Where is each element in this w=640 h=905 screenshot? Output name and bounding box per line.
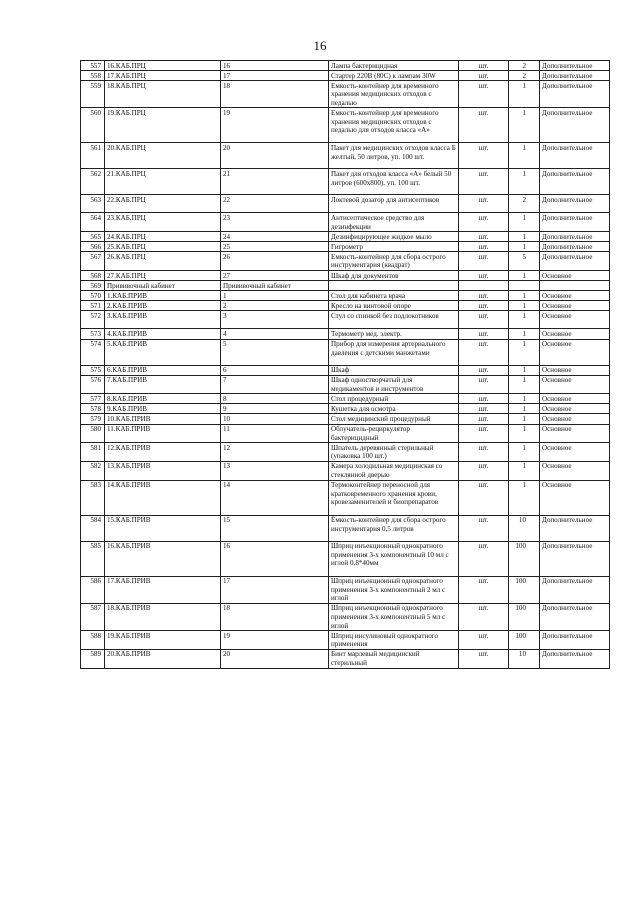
page-number: 16 [313, 38, 327, 53]
quantity-cell: 1 [509, 461, 540, 480]
row-number-cell: 584 [81, 515, 105, 541]
row-number-cell: 574 [81, 339, 105, 365]
unit-cell: шт. [459, 603, 509, 630]
row-number-cell: 583 [81, 480, 105, 515]
index-cell: 20 [221, 143, 329, 169]
type-cell: Основное [540, 311, 610, 329]
quantity-cell: 1 [509, 311, 540, 329]
type-cell: Основное [540, 271, 610, 281]
type-cell: Основное [540, 301, 610, 311]
table-row [81, 424, 610, 443]
quantity-cell: 10 [509, 515, 540, 541]
name-cell: Стол процедурный [329, 394, 459, 404]
index-cell: 2 [221, 301, 329, 311]
row-number-cell: 588 [81, 631, 105, 650]
unit-cell: шт. [459, 242, 509, 252]
name-cell: Шпатель деревянный стерильный (упаковка 100 шт.) [329, 443, 459, 462]
index-cell: 9 [221, 404, 329, 414]
name-cell [329, 281, 459, 291]
code-cell: 16.КАБ.ПРИВ [105, 541, 221, 576]
table-row [81, 252, 610, 271]
type-cell: Дополнительное [540, 213, 610, 232]
type-cell: Основное [540, 414, 610, 424]
index-cell: 23 [221, 213, 329, 232]
name-cell: Емкость-контейнер для временного хранения медицинских отходов с педалью для отходов класса «А» [329, 108, 459, 143]
unit-cell: шт. [459, 461, 509, 480]
unit-cell: шт. [459, 443, 509, 462]
unit-cell: шт. [459, 311, 509, 329]
type-cell: Дополнительное [540, 576, 610, 603]
table-row [81, 649, 610, 668]
type-cell: Дополнительное [540, 71, 610, 81]
code-cell: 17.КАБ.ПРЦ [105, 71, 221, 81]
type-cell: Основное [540, 339, 610, 365]
name-cell: Стул со спинкой без подлокотников [329, 311, 459, 329]
name-cell: Термометр мед. электр. [329, 329, 459, 339]
quantity-cell: 1 [509, 291, 540, 301]
table-row [81, 414, 610, 424]
type-cell: Дополнительное [540, 169, 610, 195]
index-cell: 26 [221, 252, 329, 271]
code-cell: 5.КАБ.ПРИВ [105, 339, 221, 365]
type-cell: Основное [540, 365, 610, 375]
name-cell: Шприц инъекционный однократного применения 3-х компонентный 5 мл с иглой [329, 603, 459, 630]
index-cell: 7 [221, 375, 329, 394]
code-cell: 8.КАБ.ПРИВ [105, 394, 221, 404]
unit-cell: шт. [459, 480, 509, 515]
quantity-cell: 1 [509, 242, 540, 252]
table-row [81, 443, 610, 462]
name-cell: Емкость-контейнер для временного хранения медицинских отходов с педалью [329, 81, 459, 108]
row-number-cell: 577 [81, 394, 105, 404]
table-row [81, 195, 610, 213]
unit-cell: шт. [459, 213, 509, 232]
code-cell: 3.КАБ.ПРИВ [105, 311, 221, 329]
quantity-cell: 1 [509, 81, 540, 108]
name-cell: Бинт марлевый медицинский стерильный [329, 649, 459, 668]
name-cell: Облучатель-рециркулятор бактерицидный [329, 424, 459, 443]
unit-cell: шт. [459, 232, 509, 242]
code-cell: 22.КАБ.ПРЦ [105, 195, 221, 213]
unit-cell: шт. [459, 169, 509, 195]
index-cell: 19 [221, 631, 329, 650]
code-cell: Прививочный кабинет [105, 281, 221, 291]
type-cell: Основное [540, 461, 610, 480]
type-cell: Дополнительное [540, 242, 610, 252]
row-number-cell: 587 [81, 603, 105, 630]
index-cell: 16 [221, 61, 329, 71]
row-number-cell: 575 [81, 365, 105, 375]
table-row [81, 375, 610, 394]
quantity-cell: 100 [509, 603, 540, 630]
type-cell: Дополнительное [540, 603, 610, 630]
index-cell: 4 [221, 329, 329, 339]
code-cell: 19.КАБ.ПРЦ [105, 108, 221, 143]
quantity-cell: 1 [509, 443, 540, 462]
table-row [81, 394, 610, 404]
unit-cell: шт. [459, 414, 509, 424]
table-row [81, 311, 610, 329]
row-number-cell: 580 [81, 424, 105, 443]
quantity-cell: 100 [509, 631, 540, 650]
name-cell: Шприц инъекционный однократного применения 3-х компонентный 10 мл с иглой 0,8*40мм [329, 541, 459, 576]
type-cell: Дополнительное [540, 252, 610, 271]
type-cell: Дополнительное [540, 541, 610, 576]
table-row [81, 61, 610, 71]
type-cell: Дополнительное [540, 143, 610, 169]
index-cell: 17 [221, 576, 329, 603]
unit-cell: шт. [459, 252, 509, 271]
quantity-cell: 2 [509, 61, 540, 71]
code-cell: 10.КАБ.ПРИВ [105, 414, 221, 424]
quantity-cell: 100 [509, 576, 540, 603]
type-cell: Основное [540, 291, 610, 301]
index-cell: 11 [221, 424, 329, 443]
name-cell: Кушетка для осмотра [329, 404, 459, 414]
type-cell: Основное [540, 480, 610, 515]
type-cell: Основное [540, 424, 610, 443]
name-cell: Стол для кабинета врача [329, 291, 459, 301]
index-cell: 10 [221, 414, 329, 424]
row-number-cell: 562 [81, 169, 105, 195]
table-row [81, 143, 610, 169]
index-cell: 21 [221, 169, 329, 195]
quantity-cell [509, 281, 540, 291]
row-number-cell: 579 [81, 414, 105, 424]
row-number-cell: 589 [81, 649, 105, 668]
type-cell: Дополнительное [540, 108, 610, 143]
table-row [81, 404, 610, 414]
row-number-cell: 572 [81, 311, 105, 329]
index-cell: 6 [221, 365, 329, 375]
code-cell: 27.КАБ.ПРЦ [105, 271, 221, 281]
code-cell: 19.КАБ.ПРИВ [105, 631, 221, 650]
table-row [81, 291, 610, 301]
code-cell: 21.КАБ.ПРЦ [105, 169, 221, 195]
unit-cell: шт. [459, 143, 509, 169]
code-cell: 6.КАБ.ПРИВ [105, 365, 221, 375]
table-row [81, 301, 610, 311]
row-number-cell: 560 [81, 108, 105, 143]
unit-cell: шт. [459, 329, 509, 339]
index-cell: 13 [221, 461, 329, 480]
index-cell: 25 [221, 242, 329, 252]
quantity-cell: 2 [509, 71, 540, 81]
row-number-cell: 569 [81, 281, 105, 291]
type-cell: Основное [540, 394, 610, 404]
type-cell: Дополнительное [540, 631, 610, 650]
name-cell: Прибор для измерения артериального давления с детскими манжетами [329, 339, 459, 365]
quantity-cell: 10 [509, 649, 540, 668]
type-cell: Дополнительное [540, 81, 610, 108]
name-cell: Шкаф [329, 365, 459, 375]
table-row [81, 365, 610, 375]
quantity-cell: 1 [509, 365, 540, 375]
index-cell: 16 [221, 541, 329, 576]
name-cell: Гигрометр [329, 242, 459, 252]
index-cell: 14 [221, 480, 329, 515]
name-cell: Стол медицинский процедурный [329, 414, 459, 424]
table-row [81, 169, 610, 195]
type-cell: Дополнительное [540, 232, 610, 242]
quantity-cell: 100 [509, 541, 540, 576]
unit-cell: шт. [459, 649, 509, 668]
type-cell: Дополнительное [540, 195, 610, 213]
table-row [81, 71, 610, 81]
quantity-cell: 1 [509, 404, 540, 414]
quantity-cell: 1 [509, 213, 540, 232]
name-cell: Локтевой дозатор для антисептиков [329, 195, 459, 213]
table-row [81, 631, 610, 650]
name-cell: Лампа бактерицидная [329, 61, 459, 71]
type-cell [540, 281, 610, 291]
code-cell: 15.КАБ.ПРИВ [105, 515, 221, 541]
row-number-cell: 564 [81, 213, 105, 232]
type-cell: Основное [540, 329, 610, 339]
quantity-cell: 1 [509, 480, 540, 515]
name-cell: Шкаф одностворчатый для медикаментов и инструментов [329, 375, 459, 394]
index-cell: 24 [221, 232, 329, 242]
unit-cell: шт. [459, 404, 509, 414]
row-number-cell: 563 [81, 195, 105, 213]
table-row [81, 271, 610, 281]
index-cell: 19 [221, 108, 329, 143]
table-body [81, 61, 610, 669]
code-cell: 11.КАБ.ПРИВ [105, 424, 221, 443]
index-cell: 17 [221, 71, 329, 81]
name-cell: Шприц инсулиновый однократного применения [329, 631, 459, 650]
unit-cell: шт. [459, 365, 509, 375]
unit-cell: шт. [459, 61, 509, 71]
index-cell: 5 [221, 339, 329, 365]
code-cell: 17.КАБ.ПРИВ [105, 576, 221, 603]
quantity-cell: 2 [509, 195, 540, 213]
table-row [81, 339, 610, 365]
table-row [81, 108, 610, 143]
table-row [81, 603, 610, 630]
unit-cell: шт. [459, 515, 509, 541]
row-number-cell: 557 [81, 61, 105, 71]
quantity-cell: 1 [509, 414, 540, 424]
name-cell: Термоконтейнер переносной для кратковременного хранения крови, кровезаменителей и биопрепаратов [329, 480, 459, 515]
index-cell: 12 [221, 443, 329, 462]
row-number-cell: 566 [81, 242, 105, 252]
code-cell: 23.КАБ.ПРЦ [105, 213, 221, 232]
code-cell: 26.КАБ.ПРЦ [105, 252, 221, 271]
index-cell: 1 [221, 291, 329, 301]
name-cell: Камера холодильная медицинская со стеклянной дверью [329, 461, 459, 480]
unit-cell: шт. [459, 541, 509, 576]
name-cell: Шприц инъекционный однократного применения 3-х компонентный 2 мл с иглой [329, 576, 459, 603]
name-cell: Антисептическое средство для дезинфекции [329, 213, 459, 232]
row-number-cell: 567 [81, 252, 105, 271]
quantity-cell: 1 [509, 424, 540, 443]
unit-cell: шт. [459, 195, 509, 213]
type-cell: Основное [540, 443, 610, 462]
code-cell: 16.КАБ.ПРЦ [105, 61, 221, 71]
code-cell: 20.КАБ.ПРИВ [105, 649, 221, 668]
row-number-cell: 559 [81, 81, 105, 108]
row-number-cell: 581 [81, 443, 105, 462]
row-number-cell: 582 [81, 461, 105, 480]
quantity-cell: 1 [509, 301, 540, 311]
code-cell: 24.КАБ.ПРЦ [105, 232, 221, 242]
unit-cell: шт. [459, 339, 509, 365]
table-row [81, 281, 610, 291]
index-cell: 22 [221, 195, 329, 213]
row-number-cell: 585 [81, 541, 105, 576]
code-cell: 18.КАБ.ПРЦ [105, 81, 221, 108]
name-cell: Стартер 220В (80С) к лампам 30W [329, 71, 459, 81]
index-cell: 3 [221, 311, 329, 329]
code-cell: 7.КАБ.ПРИВ [105, 375, 221, 394]
code-cell: 13.КАБ.ПРИВ [105, 461, 221, 480]
type-cell: Дополнительное [540, 649, 610, 668]
code-cell: 4.КАБ.ПРИВ [105, 329, 221, 339]
unit-cell: шт. [459, 271, 509, 281]
type-cell: Дополнительное [540, 61, 610, 71]
table-row [81, 81, 610, 108]
row-number-cell: 565 [81, 232, 105, 242]
code-cell: 14.КАБ.ПРИВ [105, 480, 221, 515]
row-number-cell: 576 [81, 375, 105, 394]
code-cell: 20.КАБ.ПРЦ [105, 143, 221, 169]
quantity-cell: 1 [509, 232, 540, 242]
name-cell: Шкаф для документов [329, 271, 459, 281]
unit-cell [459, 281, 509, 291]
row-number-cell: 578 [81, 404, 105, 414]
table-row [81, 329, 610, 339]
table-row [81, 541, 610, 576]
type-cell: Дополнительное [540, 515, 610, 541]
unit-cell: шт. [459, 291, 509, 301]
name-cell: Пакет для медицинских отходов класса Б желтый, 50 литров, уп. 100 шт. [329, 143, 459, 169]
table-row [81, 480, 610, 515]
row-number-cell: 571 [81, 301, 105, 311]
table-row [81, 515, 610, 541]
table-row [81, 242, 610, 252]
unit-cell: шт. [459, 375, 509, 394]
unit-cell: шт. [459, 631, 509, 650]
unit-cell: шт. [459, 108, 509, 143]
name-cell: Ёмкость-контейнер для сбора острого инструментария 0,5 литров [329, 515, 459, 541]
code-cell: 1.КАБ.ПРИВ [105, 291, 221, 301]
code-cell: 25.КАБ.ПРЦ [105, 242, 221, 252]
row-number-cell: 570 [81, 291, 105, 301]
name-cell: Дезинфицирующее жидкое мыло [329, 232, 459, 242]
unit-cell: шт. [459, 576, 509, 603]
unit-cell: шт. [459, 71, 509, 81]
index-cell: 15 [221, 515, 329, 541]
quantity-cell: 1 [509, 271, 540, 281]
code-cell: 12.КАБ.ПРИВ [105, 443, 221, 462]
index-cell: 27 [221, 271, 329, 281]
table-row [81, 576, 610, 603]
row-number-cell: 568 [81, 271, 105, 281]
name-cell: Пакет для отходов класса «А» белый 50 литров (600х800), уп. 100 шт. [329, 169, 459, 195]
name-cell: Кресло на винтовой опоре [329, 301, 459, 311]
row-number-cell: 558 [81, 71, 105, 81]
quantity-cell: 1 [509, 169, 540, 195]
row-number-cell: 586 [81, 576, 105, 603]
code-cell: 2.КАБ.ПРИВ [105, 301, 221, 311]
equipment-table [80, 60, 610, 669]
type-cell: Основное [540, 404, 610, 414]
index-cell: 18 [221, 603, 329, 630]
row-number-cell: 561 [81, 143, 105, 169]
quantity-cell: 1 [509, 143, 540, 169]
code-cell: 9.КАБ.ПРИВ [105, 404, 221, 414]
unit-cell: шт. [459, 394, 509, 404]
name-cell: Емкость-контейнер для сбора острого инструментария (квадрат) [329, 252, 459, 271]
type-cell: Основное [540, 375, 610, 394]
quantity-cell: 5 [509, 252, 540, 271]
index-cell: Прививочный кабинет [221, 281, 329, 291]
table-row [81, 213, 610, 232]
index-cell: 8 [221, 394, 329, 404]
unit-cell: шт. [459, 81, 509, 108]
unit-cell: шт. [459, 424, 509, 443]
table-row [81, 232, 610, 242]
code-cell: 18.КАБ.ПРИВ [105, 603, 221, 630]
table-row [81, 461, 610, 480]
quantity-cell: 1 [509, 108, 540, 143]
unit-cell: шт. [459, 301, 509, 311]
row-number-cell: 573 [81, 329, 105, 339]
quantity-cell: 1 [509, 339, 540, 365]
quantity-cell: 1 [509, 375, 540, 394]
index-cell: 20 [221, 649, 329, 668]
index-cell: 18 [221, 81, 329, 108]
quantity-cell: 1 [509, 329, 540, 339]
quantity-cell: 1 [509, 394, 540, 404]
